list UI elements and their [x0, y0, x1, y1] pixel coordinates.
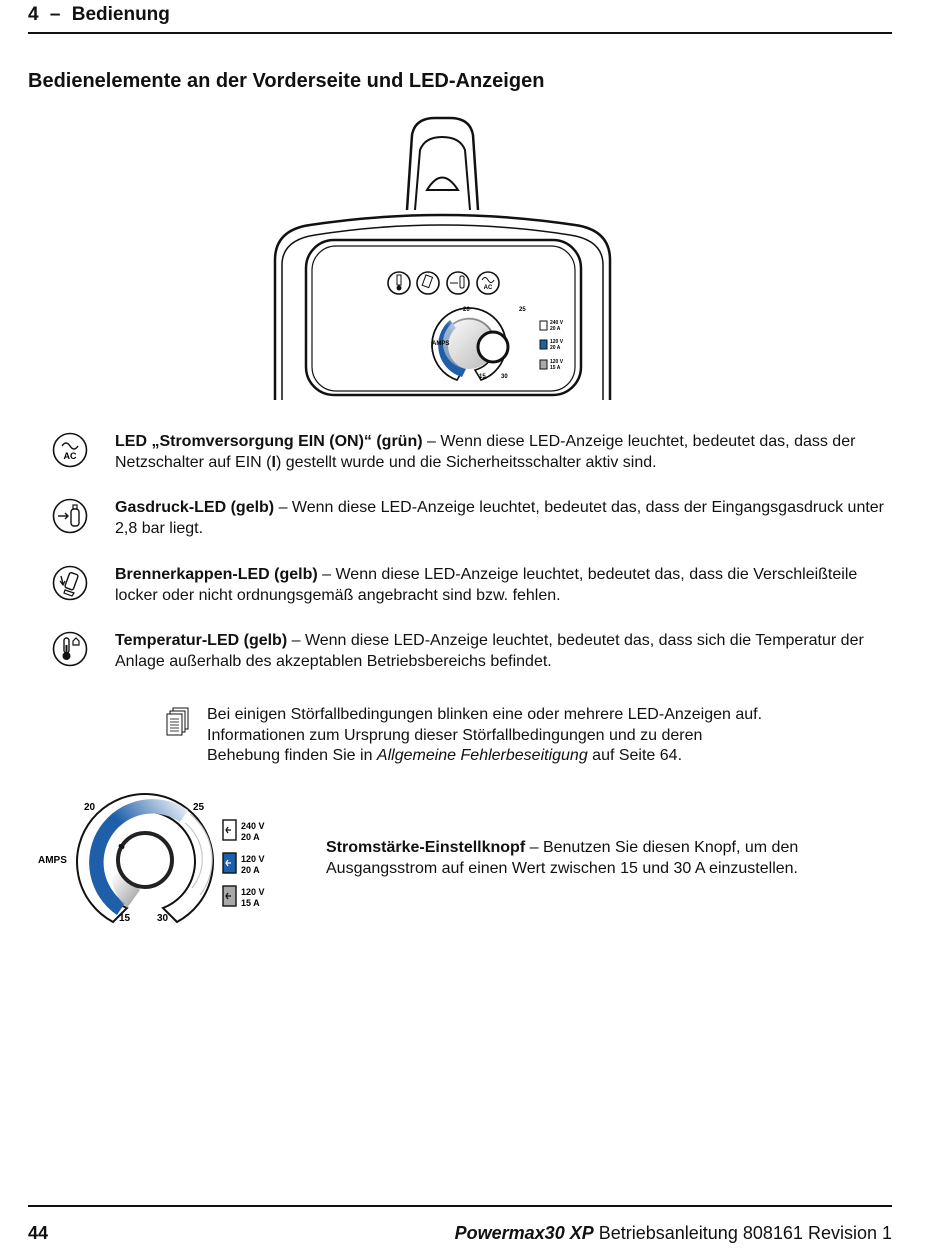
front-panel-illustration	[270, 115, 615, 400]
setting-240v-20a	[223, 820, 265, 842]
svg-text:25: 25	[519, 307, 526, 313]
section-title: Bedienelemente an der Vorderseite und LED-Anzeigen	[28, 70, 545, 92]
gas-pressure-icon	[52, 498, 88, 534]
svg-text:20 A: 20 A	[241, 865, 260, 875]
svg-text:AMPS: AMPS	[432, 341, 450, 347]
svg-text:15 A: 15 A	[241, 898, 260, 908]
page-number: 44	[28, 1223, 49, 1243]
amps-dial-illustration	[30, 790, 280, 930]
document-revision: Revision 1	[807, 1223, 892, 1243]
svg-text:120 V: 120 V	[241, 854, 265, 864]
note-icon	[166, 707, 190, 739]
setting-120v-15a	[223, 886, 265, 908]
page-footer	[28, 1205, 892, 1247]
temperature-icon	[52, 631, 88, 667]
dial-min-label: 15	[119, 913, 131, 924]
svg-text:30: 30	[501, 374, 508, 380]
svg-text:120 V: 120 V	[241, 887, 265, 897]
svg-text:20 A: 20 A	[550, 345, 561, 351]
svg-text:240 V: 240 V	[550, 320, 564, 326]
document-type: Betriebsanleitung	[598, 1223, 738, 1243]
svg-text:AC: AC	[63, 451, 77, 461]
page-header	[28, 4, 892, 34]
svg-text:20 A: 20 A	[241, 832, 260, 842]
document-number: 808161	[742, 1223, 803, 1243]
svg-text:120 V: 120 V	[550, 339, 564, 345]
led-torch-cap-description: Brennerkappen-LED (gelb) – Wenn diese LED-Anzeige leuchtet, bedeutet das, dass die Verschleißteile locker oder nicht ordnungsgemäß angebracht sind bzw. fehlen.	[115, 566, 858, 604]
svg-text:240 V: 240 V	[241, 821, 265, 831]
power-ac-icon	[52, 432, 88, 468]
dial-max-label: 30	[157, 913, 169, 924]
knob-description: Stromstärke-Einstellknopf – Benutzen Sie diesen Knopf, um den Ausgangsstrom auf einen Wert zwischen 15 und 30 A einzustellen.	[326, 839, 799, 877]
chapter-number: 4	[28, 4, 39, 25]
product-name: Powermax30 XP	[454, 1223, 594, 1243]
svg-text:AC: AC	[483, 285, 493, 291]
torch-cap-icon	[52, 565, 88, 601]
note-text: Bei einigen Störfallbedingungen blinken eine oder mehrere LED-Anzeigen auf. Informationen zum Ursprung dieser Störfallbedingungen und zu deren Behebung finden Sie in Allgemeine Fehlerbeseitigung auf Seite 64.	[207, 706, 763, 764]
chapter-dash: –	[49, 4, 61, 25]
led-temperature-description: Temperatur-LED (gelb) – Wenn diese LED-Anzeige leuchtet, bedeutet das, dass sich die Temperatur der Anlage außerhalb des akzeptablen Betriebsbereichs befindet.	[115, 632, 864, 670]
svg-text:20 A: 20 A	[550, 326, 561, 332]
document-info	[455, 1223, 892, 1244]
dial-tick-20: 20	[84, 802, 96, 813]
chapter-title: Bedienung	[71, 4, 170, 25]
setting-120v-20a	[223, 853, 265, 875]
svg-text:120 V: 120 V	[550, 359, 564, 365]
svg-text:15: 15	[479, 374, 486, 380]
led-power-description: LED „Stromversorgung EIN (ON)“ (grün) – Wenn diese LED-Anzeige leuchtet, bedeutet das, dass der Netzschalter auf EIN (I) gestellt wurde und die Sicherheitsschalter aktiv sind.	[115, 433, 856, 471]
dial-amps-label: AMPS	[38, 855, 67, 866]
svg-text:20: 20	[463, 307, 470, 313]
svg-text:15 A: 15 A	[550, 365, 561, 371]
dial-tick-25: 25	[193, 802, 205, 813]
led-gas-description: Gasdruck-LED (gelb) – Wenn diese LED-Anzeige leuchtet, bedeutet das, dass der Eingangsgasdruck unter 2,8 bar liegt.	[115, 499, 885, 537]
